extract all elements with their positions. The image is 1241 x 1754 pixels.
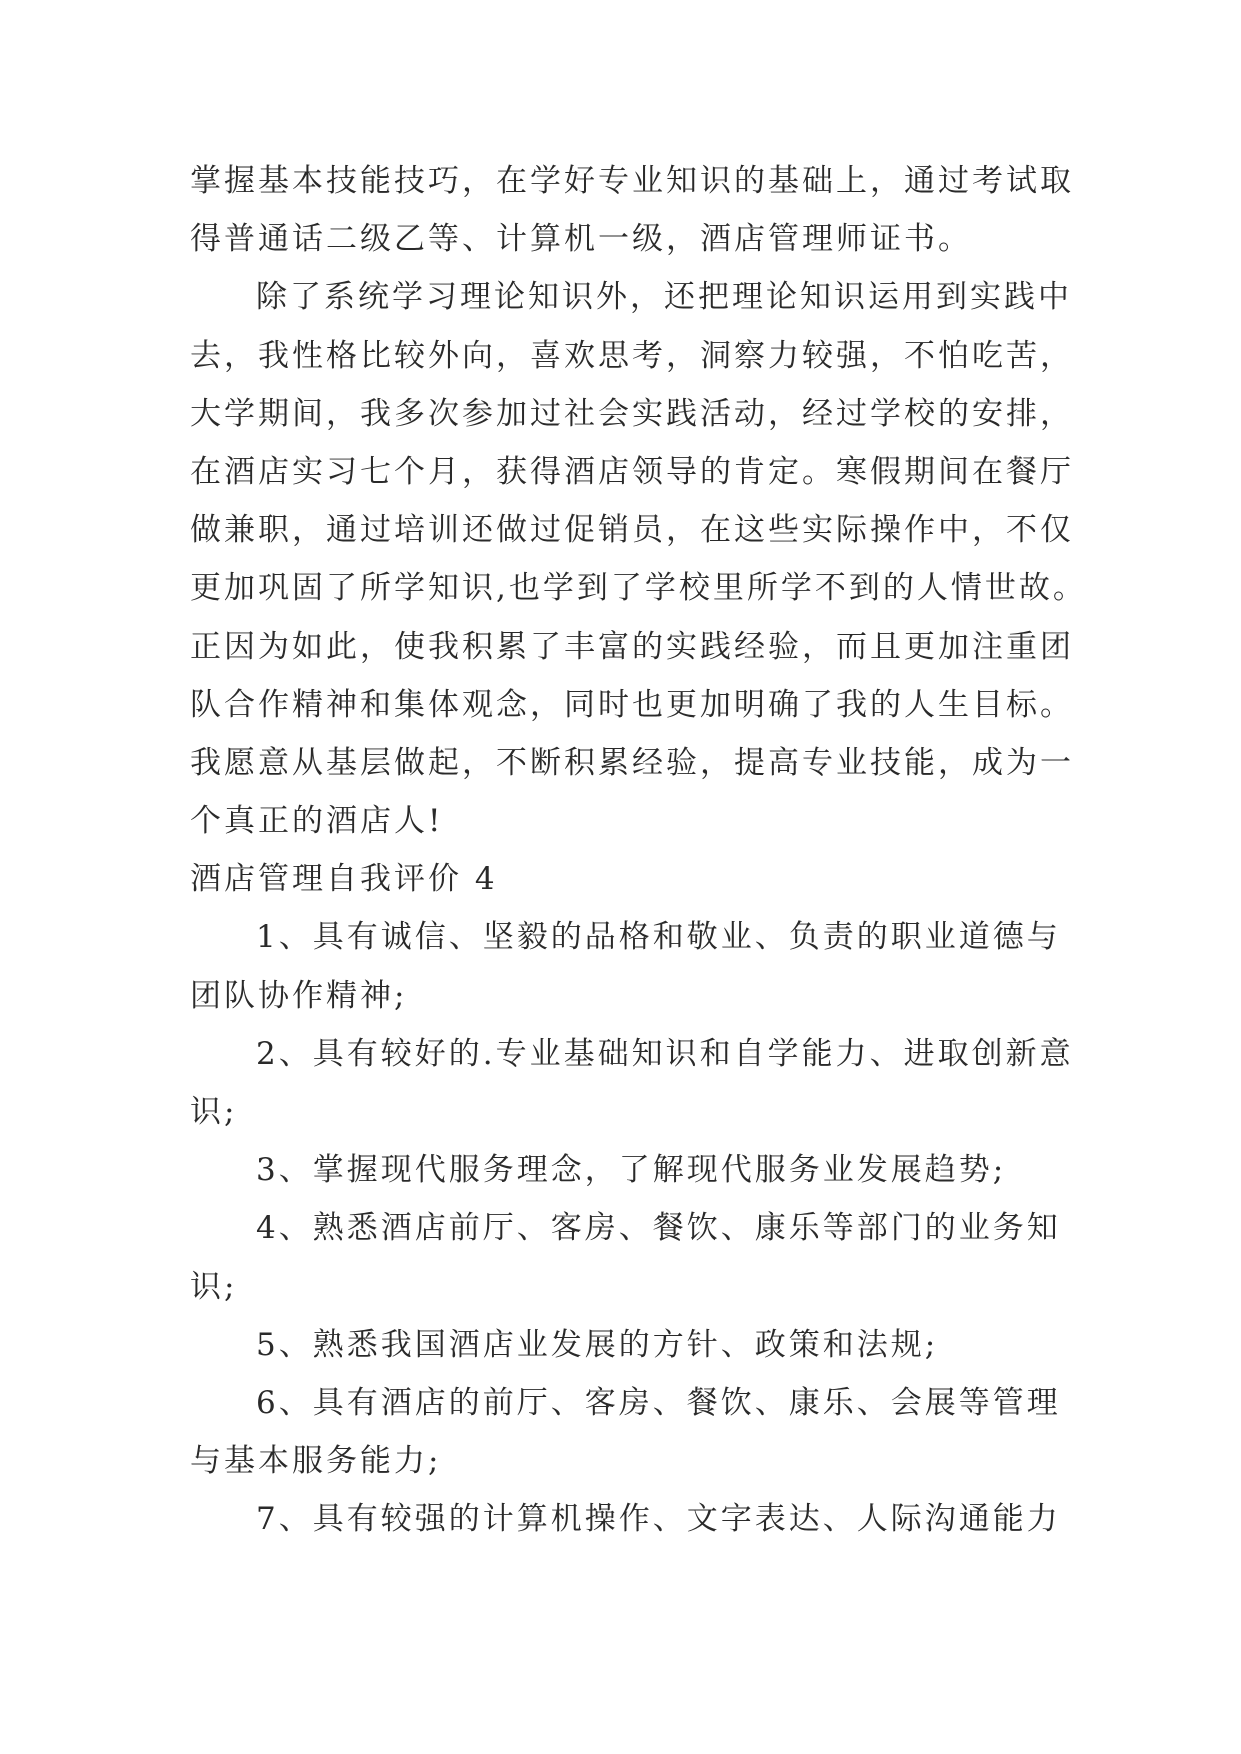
list-item-continuation: 团队协作精神; [190, 977, 408, 1014]
list-item-continuation: 与基本服务能力; [190, 1443, 442, 1480]
list-item: 5、熟悉我国酒店业发展的方针、政策和法规; [256, 1326, 939, 1363]
text-line: 我愿意从基层做起，不断积累经验，提高专业技能，成为一 [190, 744, 1074, 781]
list-item-continuation: 识; [190, 1094, 238, 1130]
text-line: 掌握基本技能技巧，在学好专业知识的基础上，通过考试取 [190, 163, 1074, 199]
list-item: 2、具有较好的.专业基础知识和自学能力、进取创新意 [256, 1035, 1074, 1072]
text-line: 做兼职，通过培训还做过促销员，在这些实际操作中，不仅 [190, 512, 1074, 549]
text-line: 队合作精神和集体观念，同时也更加明确了我的人生目标。 [190, 686, 1074, 723]
text-line: 个真正的酒店人! [190, 803, 444, 840]
list-item: 3、掌握现代服务理念，了解现代服务业发展趋势; [256, 1152, 1007, 1189]
list-item: 6、具有酒店的前厅、客房、餐饮、康乐、会展等管理 [256, 1384, 1061, 1421]
text-line: 得普通话二级乙等、计算机一级，酒店管理师证书。 [190, 221, 972, 258]
list-item: 1、具有诚信、坚毅的品格和敬业、负责的职业道德与 [256, 919, 1061, 956]
text-line: 除了系统学习理论知识外，还把理论知识运用到实践中 [256, 279, 1072, 316]
list-item: 4、熟悉酒店前厅、客房、餐饮、康乐等部门的业务知 [256, 1210, 1061, 1247]
section-heading: 酒店管理自我评价 4 [190, 861, 498, 898]
text-line: 去，我性格比较外向，喜欢思考，洞察力较强，不怕吃苦， [190, 337, 1074, 374]
list-item: 7、具有较强的计算机操作、文字表达、人际沟通能力 [256, 1501, 1061, 1538]
text-line: 更加巩固了所学知识,也学到了学校里所学不到的人情世故。 [190, 570, 1087, 607]
text-line: 正因为如此，使我积累了丰富的实践经验，而且更加注重团 [190, 628, 1074, 665]
text-line: 大学期间，我多次参加过社会实践活动，经过学校的安排， [190, 395, 1074, 432]
text-line: 在酒店实习七个月，获得酒店领导的肯定。寒假期间在餐厅 [190, 453, 1074, 490]
list-item-continuation: 识; [190, 1268, 238, 1305]
document-body [190, 152, 1087, 1549]
